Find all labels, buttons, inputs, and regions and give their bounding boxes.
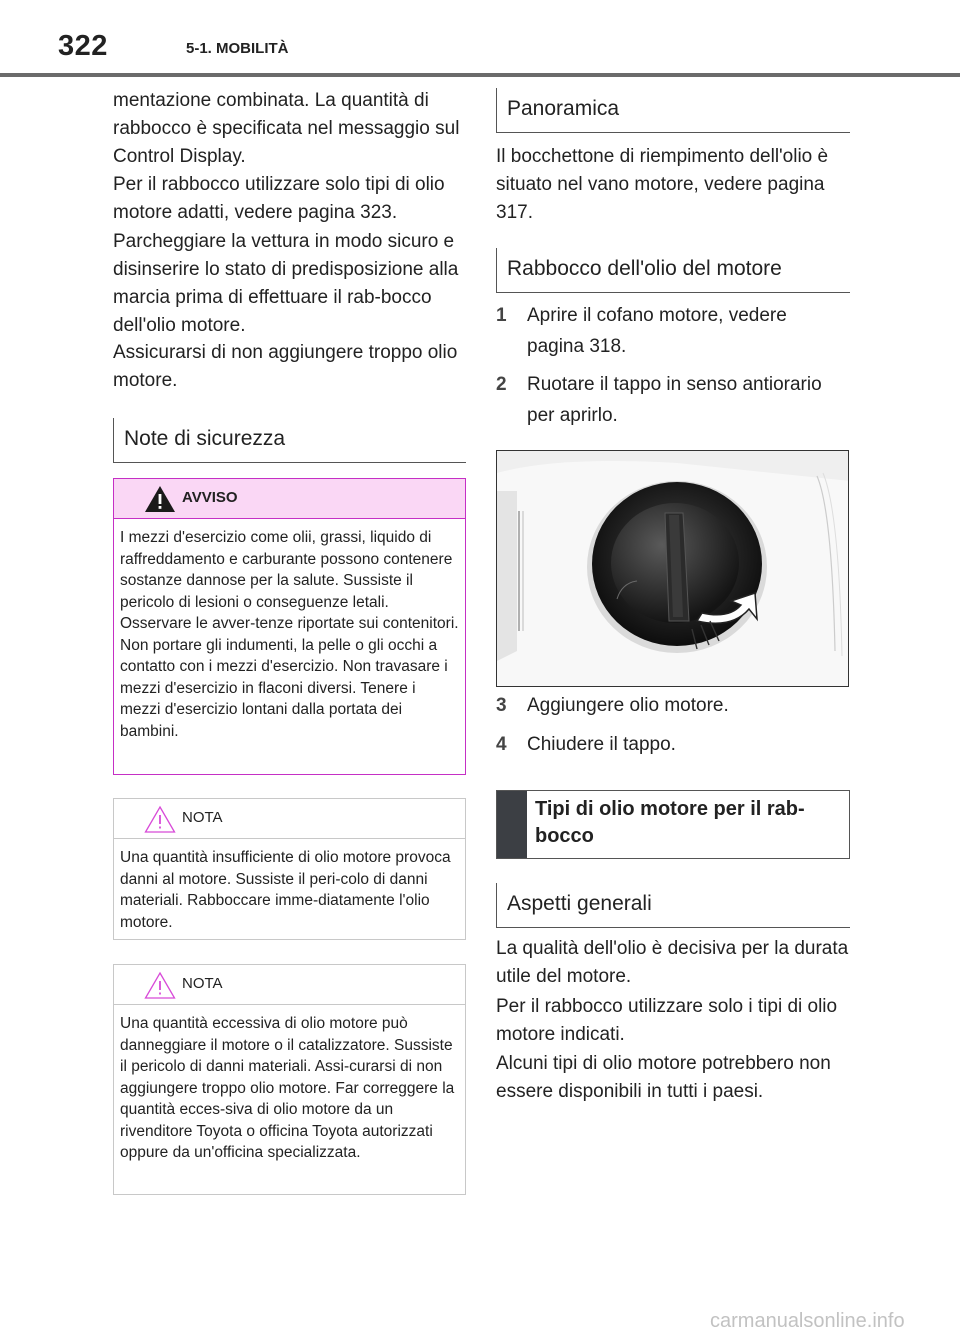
oil-cap-drawing xyxy=(497,451,849,687)
heading-general-text: Aspetti generali xyxy=(507,892,652,915)
heading-overview xyxy=(496,88,850,133)
watermark: carmanualsonline.info xyxy=(710,1310,905,1332)
heading-oil-types-text: Tipi di olio motore per il rab-bocco xyxy=(535,798,805,847)
step-text: Chiudere il tappo. xyxy=(527,734,676,755)
paragraph-oil-quality: La qualità dell'olio è decisiva per la durata utile del motore. xyxy=(496,938,849,987)
paragraph-oil-types-allowed: Per il rabbocco utilizzare solo i tipi di olio motore indicati. xyxy=(496,996,838,1045)
heading-overview-text: Panoramica xyxy=(507,97,620,120)
paragraph-oil-type: Per il rabbocco utilizzare solo tipi di olio motore adatti, vedere pagina 323. xyxy=(113,174,445,223)
note-box-1-header xyxy=(114,799,465,839)
note-2-title: NOTA xyxy=(182,975,223,992)
heading-general xyxy=(496,883,850,928)
warning-triangle-icon xyxy=(144,485,176,513)
caution-triangle-icon xyxy=(144,971,176,999)
step-item xyxy=(496,300,850,362)
heading-oil-types xyxy=(496,790,850,859)
note-box-1 xyxy=(113,798,466,940)
step-item xyxy=(496,690,850,721)
heading-safety-notes-text: Note di sicurezza xyxy=(124,427,286,450)
warning-title: AVVISO xyxy=(182,489,238,506)
step-text: Aggiungere olio motore. xyxy=(527,695,729,716)
paragraph-overview: Il bocchettone di riempimento dell'olio è situato nel vano motore, vedere pagina 317. xyxy=(496,146,829,223)
paragraph-quantity: mentazione combinata. La quantità di rabbocco è specificata nel messaggio sul Control Display. xyxy=(113,90,460,167)
header-divider xyxy=(0,73,960,77)
note-1-body: Una quantità insufficiente di olio motore provoca danni al motore. Sussiste il peri-colo di danni materiali. Rabboccare imme-diatamente l'olio motore. xyxy=(120,849,451,931)
note-1-title: NOTA xyxy=(182,809,223,826)
step-number: 3 xyxy=(496,695,507,716)
warning-box xyxy=(113,478,466,775)
paragraph-not-overfill: Assicurarsi di non aggiungere troppo olio motore. xyxy=(113,342,458,391)
step-item xyxy=(496,369,850,431)
warning-body: I mezzi d'esercizio come olii, grassi, liquido di raffreddamento e carburante possono contenere sostanze dannose per la salute. Sussiste il pericolo di lesioni o conseguenze letali. Osservare le avver-tenze riportate sui contenitori. Non portare gli indumenti, la pelle o gli occhi a contatto con i mezzi d'esercizio. Non travasare i mezzi d'esercizio in flaconi diversi. Tenere i mezzi d'esercizio lontani dalla portata dei bambini. xyxy=(120,529,459,740)
chapter-title: 5-1. MOBILITÀ xyxy=(186,40,289,57)
heading-refill xyxy=(496,248,850,293)
step-number: 2 xyxy=(496,374,507,395)
step-text: Aprire il cofano motore, vedere pagina 318. xyxy=(527,305,787,357)
paragraph-parking: Parcheggiare la vettura in modo sicuro e disinserire lo stato di predisposizione alla marcia prima di effettuare il rab-bocco dell'olio motore. xyxy=(113,231,459,336)
page-header xyxy=(0,0,960,80)
heading-accent-bar xyxy=(497,791,527,858)
note-2-body: Una quantità eccessiva di olio motore può danneggiare il motore o il catalizzatore. Sussiste il pericolo di danni materiali. Assi-curarsi di non aggiungere troppo olio motore. Far correggere la quantità ecces-siva di olio motore da un rivenditore Toyota o officina Toyota autorizzati oppure da un'officina specializzata. xyxy=(120,1015,455,1161)
caution-triangle-icon xyxy=(144,805,176,833)
heading-refill-text: Rabbocco dell'olio del motore xyxy=(507,257,782,280)
heading-safety-notes xyxy=(113,418,466,463)
note-box-2 xyxy=(113,964,466,1195)
note-box-2-header xyxy=(114,965,465,1005)
warning-box-header xyxy=(114,479,465,519)
paragraph-availability: Alcuni tipi di olio motore potrebbero non essere disponibili in tutti i paesi. xyxy=(496,1053,831,1102)
step-text: Ruotare il tappo in senso antiorario per aprirlo. xyxy=(527,374,822,426)
step-number: 1 xyxy=(496,305,507,326)
step-item xyxy=(496,729,850,760)
step-number: 4 xyxy=(496,734,507,755)
page-number: 322 xyxy=(58,30,108,62)
oil-cap-illustration xyxy=(496,450,849,687)
